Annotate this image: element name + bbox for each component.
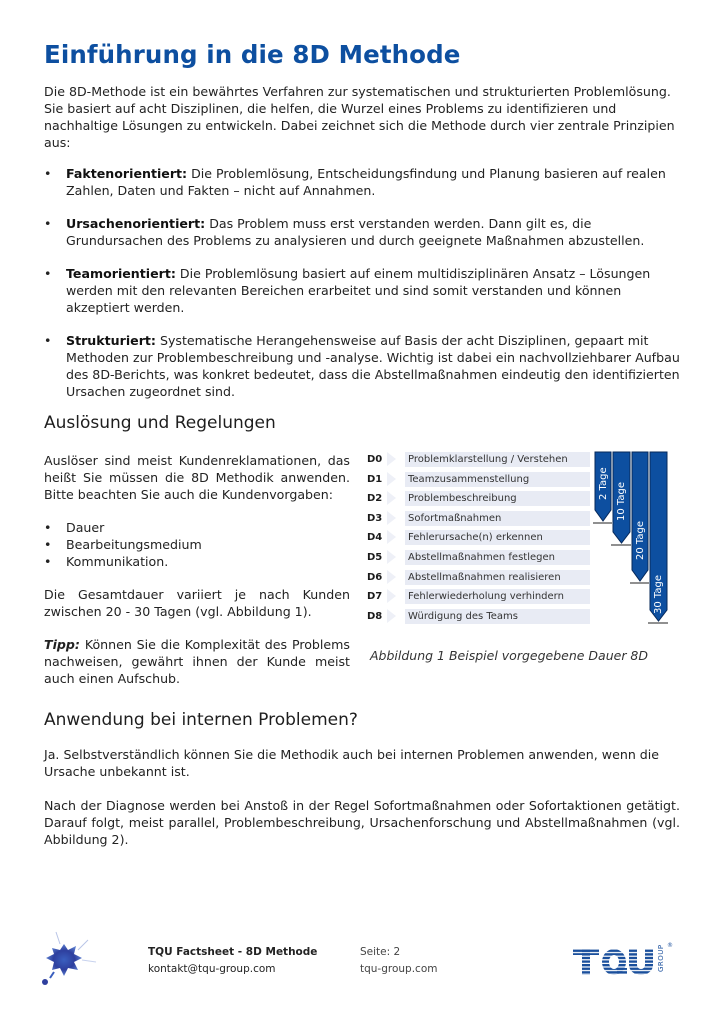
discipline-code: D0 [365,452,395,467]
principle-item [44,265,684,316]
duration-label: 10 Tage [616,482,627,521]
principle-text: Die Problemlösung basiert auf einem multidisziplinären Ansatz – Lösungen werden mit den relevanten Bereichen erarbeitet und sind somit verstanden und können akzeptiert werden. [66,266,651,315]
table-row [365,491,590,506]
list-item [44,553,344,570]
principle-text: Das Problem muss erst verstanden werden. Dann gilt es, die Grundursachen des Problems zu analysieren und durch geeignete Maßnahmen abzustellen. [66,216,645,248]
intro-paragraph: Die 8D-Methode ist ein bewährtes Verfahren zur systematischen und strukturierten Problemlösung. Sie basiert auf acht Disziplinen, die helfen, die Wurzel eines Problems zu identifizieren und nachhaltige Lösungen zu entwickeln. Dabei zeichnet sich die Methode durch vier zentrale Prinzipien aus: [44,84,675,150]
discipline-code: D2 [365,491,395,506]
discipline-label: Teamzusammenstellung [405,472,590,487]
bullet-icon: • [44,537,52,552]
footer-doc-title: TQU Factsheet - 8D Methode [148,946,318,958]
duration-arrow-20-tage [630,452,649,583]
discipline-code: D1 [365,472,395,487]
principle-term: Strukturiert: [66,333,156,348]
discipline-label: Problemklarstellung / Verstehen [405,452,590,467]
discipline-label: Problembeschreibung [405,491,590,506]
ausloesung-paragraph: Auslöser sind meist Kundenreklamationen, das heißt Sie müssen die 8D Methodik anwenden. Bitte beachten Sie auch die Kundenvorgaben: [44,453,350,502]
tqu-logo [573,942,673,976]
table-row [365,511,590,526]
bullet-icon: • [44,166,52,181]
principles-list [44,165,684,400]
principle-term: Ursachenorientiert: [66,216,206,231]
discipline-label: Fehlerwiederholung verhindern [405,589,590,604]
table-row [365,550,590,565]
duration-label: 30 Tage [653,575,664,614]
list-item-text: Dauer [66,520,105,535]
table-row [365,570,590,585]
discipline-code: D7 [365,589,395,604]
list-item-text: Kommunikation. [66,554,169,569]
bullet-icon: • [44,333,52,348]
discipline-label: Abstellmaßnahmen festlegen [405,550,590,565]
page-title: Einführung in die 8D Methode [44,40,461,69]
discipline-label: Würdigung des Teams [405,609,590,624]
bullet-icon: • [44,520,52,535]
discipline-code: D6 [365,570,395,585]
list-item [44,536,344,553]
list-item-text: Bearbeitungsmedium [66,537,202,552]
section-heading-interne-probleme: Anwendung bei internen Problemen? [44,710,358,730]
ink-splash-icon [30,926,110,994]
discipline-code: D3 [365,511,395,526]
tip-text: Können Sie die Komplexität des Problems nachweisen, gewährt ihnen der Kunde meist auch einen Aufschub. [44,637,350,686]
principle-text: Die Problemlösung, Entscheidungsfindung und Planung basieren auf realen Zahlen, Daten und Fakten – nicht auf Annahmen. [66,166,666,198]
principle-item [44,165,684,199]
duration-label: 20 Tage [635,521,646,560]
bullet-icon: • [44,266,52,281]
principle-item [44,215,684,249]
tqu-logo-mark [573,946,663,978]
interne-paragraph-1: Ja. Selbstverständlich können Sie die Methodik auch bei internen Problemen anwenden, wenn die Ursache unbekannt ist. [44,747,660,779]
footer-email[interactable]: kontakt@tqu-group.com [148,963,276,975]
registered-icon: ® [667,942,673,949]
principle-term: Teamorientiert: [66,266,176,281]
table-row [365,452,590,467]
table-row [365,530,590,545]
table-row [365,472,590,487]
list-item [44,519,344,536]
bullet-icon: • [44,216,52,231]
duration-label: 2 Tage [598,467,609,500]
table-row [365,589,590,604]
footer-website[interactable]: tqu-group.com [360,963,438,975]
principle-text: Systematische Herangehensweise auf Basis der acht Disziplinen, gepaart mit Methoden zur Problembeschreibung und -analyse. Wichtig ist dabei ein nachvollziehbarer Aufbau des 8D-Berichts, was konkret bedeutet, dass die Abstellmaßnahmen eindeutig den identifizierten Ursachen zugeordnet sind. [66,333,680,399]
tqu-logo-group: GROUP [657,944,665,972]
discipline-code: D5 [365,550,395,565]
discipline-code: D4 [365,530,395,545]
gesamtdauer-paragraph: Die Gesamtdauer variiert je nach Kunden zwischen 20 - 30 Tagen (vgl. Abbildung 1). [44,587,350,619]
footer-page-number: Seite: 2 [360,946,401,958]
bullet-icon: • [44,554,52,569]
tip-paragraph [44,636,350,687]
discipline-label: Fehlerursache(n) erkennen [405,530,590,545]
figure-caption: Abbildung 1 Beispiel vorgegebene Dauer 8D [370,648,649,663]
principle-item [44,332,684,400]
figure-8d-table [365,452,590,628]
kundenvorgaben-list [44,519,344,570]
discipline-code: D8 [365,609,395,624]
discipline-label: Sofortmaßnahmen [405,511,590,526]
section-heading-ausloesung: Auslösung und Regelungen [44,413,276,433]
table-row [365,609,590,624]
discipline-label: Abstellmaßnahmen realisieren [405,570,590,585]
interne-paragraph-2: Nach der Diagnose werden bei Anstoß in der Regel Sofortmaßnahmen oder Sofortaktionen getätigt. Darauf folgt, meist parallel, Problembeschreibung, Ursachenforschung und Abstellmaßnahmen (vgl. Abbildung 2). [44,798,680,847]
principle-term: Faktenorientiert: [66,166,188,181]
tip-label: Tipp: [44,637,80,652]
